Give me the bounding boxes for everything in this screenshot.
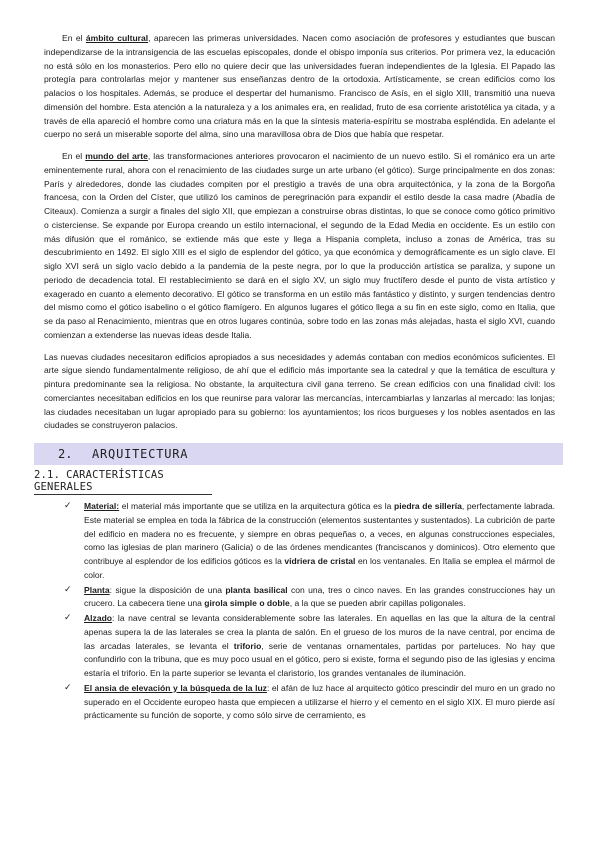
characteristics-list bbox=[44, 500, 555, 723]
characteristic-term: Material: bbox=[84, 501, 120, 511]
characteristic-keyword: vidriera de cristal bbox=[284, 556, 356, 566]
paragraph-arte bbox=[44, 150, 555, 343]
characteristic-term: Alzado bbox=[84, 613, 113, 623]
characteristic-text: : la nave central se levanta considerablemente sobre las laterales. En aquellas en las que la altura de la central apenas supera la de las laterales se crea la planta de salón. En el grueso de los muros de la nave central, por encima de las arcadas laterales, se levanta el bbox=[84, 613, 555, 651]
characteristic-text: en los ventanales. En Italia se emplea el mármol de color. bbox=[84, 556, 555, 580]
checkmark-icon: ✓ bbox=[64, 613, 72, 623]
paragraph-lead: En el bbox=[62, 33, 86, 43]
characteristic-keyword: triforio bbox=[233, 640, 262, 651]
characteristic-item bbox=[44, 584, 555, 612]
characteristic-term: Planta bbox=[84, 584, 110, 595]
term-mundo-del-arte: mundo del arte bbox=[85, 151, 148, 161]
checkmark-icon: ✓ bbox=[64, 501, 72, 511]
paragraph-body: , aparecen las primeras universidades. Nacen como asociación de profesores y estudiantes que buscan independizarse de la intransigencia de las escuelas episcopales, donde el obispo imponía sus criterios. Por primera vez, la educación no está sólo en los monasterios. Pero ello no quiere decir que las universidades fueran independientes de la Iglesia. El Papado las protegía para controlarlas mejor y mantener sus enseñanzas dentro de la ortodoxia. Artísticamente, se crean edificios como los palacios o los hospitales. Además, se produce el despertar del humanismo. Francisco de Asís, en el siglo XIII, transmitió una nueva dimensión del hombre. Esta atención a la naturaleza y a los animales era, en realidad, fruto de esa corriente aristotélica ya citada, y a través de ella apareció el hombre como una criatura más en la que la síntesis materia-espíritu se mostraba espléndida. En adelante el cuerpo no será un miserable soporte del alma, sino una maravillosa obra de Dios que había que respetar. bbox=[44, 33, 555, 140]
paragraph-ciudades bbox=[44, 351, 555, 434]
characteristic-keyword: girola simple o doble bbox=[204, 598, 290, 609]
subsection-number: 2.1. bbox=[34, 469, 61, 481]
paragraph-body: , las transformaciones anteriores provocaron el nacimiento de un nuevo estilo. Si el románico era un arte eminentemente rural, ahora con el renacimiento de las ciudades surge un arte urbano (el gótico). Surge principalmente en dos zonas: París y alrededores, donde las ciudades compiten por el prestigio a través de una obra arquitectónica, y la zona de la Borgoña francesa, con la Orden del Císter, que utilizó los caminos de peregrinación para expandir el estilo desde la casa madre (Abadía de Citeaux). Comienza a surgir a finales del siglo XII, que empiezan a construirse obras distintas, lo que se conoce como gótico primitivo o cisterciense. Se expande por Europa creando un estilo internacional, el segundo de la Edad Media en occidente. Es un estilo con más difusión que el románico, se extiende más que este y llega a Hispania completa, incluso a zonas de América, tras su descubrimiento en 1492. El siglo XIII es el siglo de esplendor del gótico, ya que económica y demográficamente es un siglo clave. El siglo XVI será un siglo vacío debido a la pandemia de la peste negra, por lo que la producción artística se paraliza, y supone un periodo de decadencia total. El restablecimiento se dará en el siglo XV, un siglo muy fructífero desde el punto de vista artístico y exagerado en cuanto a elemento decorativo. El gótico se transforma en un estilo más fantástico y distinto, y surgen tendencias dentro del mismo como el gótico isabelino o el gótico flamígero. En algunos lugares el gótico llega a su fin en este siglo, como en Italia, que se da paso al Renacimiento, mientras que en otros lugares continúa, sobre todo en las zonas más alejadas, hasta el siglo XVI, cuando comienzan a extenderse las nuevas ideas desde Italia. bbox=[44, 151, 556, 340]
checkmark-icon: ✓ bbox=[64, 584, 72, 595]
characteristic-text: con una, tres o cinco naves. En las grandes construcciones hay un crucero. La cabecera tiene una bbox=[84, 584, 556, 609]
characteristic-item bbox=[44, 500, 555, 583]
characteristic-text: : el afán de luz hace al arquitecto gótico prescindir del muro en un grado no superado en el Occidente europeo hasta que empiecen a utilizarse el hierro y el cemento en el siglo XIX. El muro pierde así prácticamente su función de soporte, y como sólo sirve de cerramiento, es bbox=[84, 682, 555, 721]
term-ambito-cultural: ámbito cultural bbox=[85, 33, 149, 43]
characteristic-text: , perfectamente labrada. Este material se emplea en toda la fábrica de la construcción (elementos sustentantes y sustentados). La cubrición de parte del edificio en madera no es frecuente, y siempre en obras pequeñas o, a veces, en algunas construcciones especiales, como las iglesias de plan marinero (Galicia) o de las órdenes mendicantes (franciscanos y dominicos). Otro elemento que contribuye al esplendor de los edificios góticos es la bbox=[84, 501, 555, 566]
subsection-heading bbox=[34, 469, 212, 495]
paragraph-lead: En el bbox=[62, 151, 86, 161]
paragraph-body: Las nuevas ciudades necesitaron edificios apropiados a sus necesidades y además contaban con medios económicos suficientes. El arte sigue siendo fundamentalmente religioso, de ahí que el edificio más importante sea la catedral y que la temática de escultura y pintura predominante sea la religiosa. No obstante, la arquitectura civil gana terreno. Se crean edificios con una finalidad civil: los comerciantes necesitaban edificios en los que reunirse para valorar las mercancías, intercambiarlas y lanzarlas al mercado: las lonjas; las ciudades necesitaban un lugar apropiado para su gobierno: los ayuntamientos; los ricos burgueses y los nobles asentados en las ciudades se construyeron palacios. bbox=[44, 351, 555, 431]
section-number: 2. bbox=[58, 447, 73, 461]
section-heading bbox=[34, 443, 563, 465]
characteristic-text: , a la que se pueden abrir capillas poligonales. bbox=[289, 598, 466, 609]
characteristic-keyword: piedra de sillería bbox=[393, 501, 462, 511]
characteristic-item bbox=[44, 612, 555, 681]
subsection-title: CARACTERÍSTICAS GENERALES bbox=[34, 469, 164, 493]
characteristic-item bbox=[44, 682, 555, 723]
characteristic-text: , serie de ventanas ornamentales, partidas por parteluces. No hay que confundirlo con la tribuna, que es muy poco usual en el gótico, pero si existe, forma el segundo piso de las iglesias y encima estaría el triforio. En la parte superior se levanta el claristorio, los grandes ventanales de iluminación. bbox=[84, 640, 555, 678]
paragraph-cultural bbox=[44, 32, 555, 142]
characteristic-text: el material más importante que se utiliza en la arquitectura gótica es la bbox=[119, 501, 394, 511]
characteristic-keyword: planta basilical bbox=[225, 584, 288, 595]
checkmark-icon: ✓ bbox=[64, 682, 72, 693]
characteristic-text: : sigue la disposición de una bbox=[109, 584, 226, 595]
section-title: ARQUITECTURA bbox=[92, 447, 189, 461]
characteristic-term: El ansia de elevación y la búsqueda de la luz bbox=[84, 682, 267, 693]
